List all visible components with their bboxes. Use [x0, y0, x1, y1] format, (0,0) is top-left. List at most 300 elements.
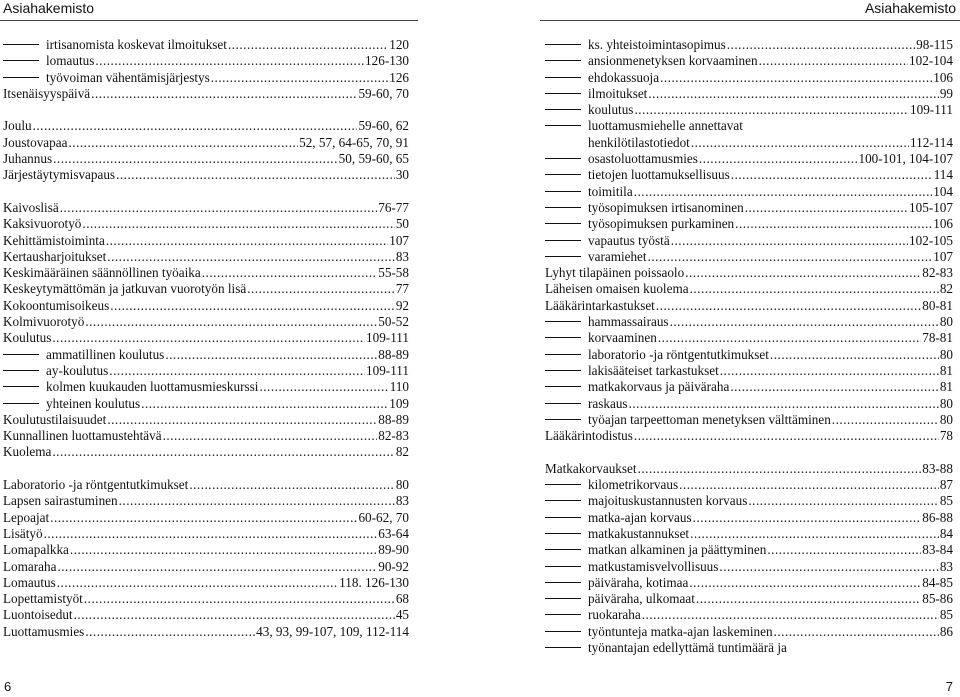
index-entry [3, 200, 409, 216]
index-entry [3, 151, 409, 167]
index-entry [3, 575, 409, 591]
index-term: Kaivoslisä [3, 199, 59, 215]
index-entry [545, 477, 953, 493]
index-term: Lepoajat [3, 509, 50, 525]
index-entry [3, 249, 409, 265]
page-ref: 59-60, 62 [358, 118, 409, 134]
page-ref: 80 [939, 346, 953, 362]
page-ref: 77 [395, 281, 409, 297]
index-term: matkan alkaminen ja päättyminen [588, 542, 767, 558]
index-entry [3, 281, 409, 297]
index-term: toimitila [588, 183, 633, 199]
sub-entry-dash [545, 403, 581, 404]
index-term: Lisätyö [3, 525, 43, 541]
index-entry [3, 493, 409, 509]
index-term: Kuolema [3, 444, 52, 460]
sub-entry-dash [3, 60, 39, 61]
header-rule-right [540, 20, 960, 21]
index-entry [3, 510, 409, 526]
dot-leader [57, 575, 338, 591]
index-term: lakisääteiset tarkastukset [588, 362, 719, 378]
index-entry [545, 216, 953, 232]
page-ref: 109 [389, 395, 409, 411]
dot-leader [759, 53, 908, 69]
index-entry [3, 265, 409, 281]
index-term: tietojen luottamuksellisuus [588, 167, 730, 183]
index-entry [545, 118, 953, 151]
index-entry [545, 526, 953, 542]
dot-leader [634, 102, 909, 118]
sub-entry-dash [545, 321, 581, 322]
dot-leader [832, 412, 939, 428]
index-term: työajan tarpeettoman menetyksen välttäminen [588, 411, 831, 427]
page-ref: 83 [939, 558, 953, 574]
dot-leader [691, 135, 909, 151]
page-ref: 30 [395, 167, 409, 183]
index-term: Lomautus [3, 574, 56, 590]
index-term: raskaus [588, 395, 628, 411]
index-term: Järjestäytymisvapaus [3, 167, 116, 183]
page-ref: 107 [933, 248, 953, 264]
dot-leader [57, 559, 377, 575]
index-entry [545, 559, 953, 575]
index-term: työntunteja matka-ajan laskeminen [588, 623, 773, 639]
sub-entry-dash [545, 484, 581, 485]
index-term: Kaksivuorotyö [3, 216, 82, 232]
index-entry [3, 444, 409, 460]
index-entry [3, 396, 409, 412]
sub-entry-dash [545, 223, 581, 224]
index-entry [3, 86, 409, 102]
dot-leader [74, 607, 395, 623]
sub-entry-dash [545, 419, 581, 420]
index-term: ks. yhteistoimintasopimus [588, 37, 726, 52]
dot-leader [163, 428, 378, 444]
index-term: ansionmenetyksen korvaaminen [588, 53, 758, 69]
running-header-left: Asiahakemisto [3, 0, 95, 16]
index-term: Koulutus [3, 330, 52, 346]
dot-leader [228, 37, 388, 53]
dot-leader [731, 167, 933, 183]
index-term: vapautus työstä [588, 232, 670, 248]
page-ref: 68 [395, 591, 409, 607]
page-ref: 86 [939, 623, 953, 639]
page-ref: 85-86 [922, 591, 953, 607]
sub-entry-dash [3, 386, 39, 387]
dot-leader [165, 347, 377, 363]
sub-entry-dash [545, 256, 581, 257]
index-term: Joulu [3, 118, 32, 134]
page-ref: 59-60, 70 [358, 85, 409, 101]
page-ref: 80 [939, 314, 953, 330]
page-ref: 81 [939, 379, 953, 395]
index-entry [3, 70, 409, 86]
index-term: yhteinen koulutus [46, 395, 141, 411]
dot-leader [109, 363, 365, 379]
index-entry [3, 412, 409, 428]
page-ref: 109-111 [910, 102, 953, 118]
sub-entry-dash [545, 647, 581, 648]
dot-leader [44, 526, 378, 542]
index-entry [3, 216, 409, 232]
index-entry [545, 379, 953, 395]
page-ref: 82-83 [378, 428, 409, 444]
dot-leader [95, 53, 364, 69]
sub-entry-dash [545, 158, 581, 159]
index-term: Itsenäisyyspäivä [3, 85, 91, 101]
index-term: varamiehet [588, 248, 647, 264]
page-ref: 118. 126-130 [339, 574, 409, 590]
page-ref: 92 [395, 297, 409, 313]
index-term: työsopimuksen irtisanominen [588, 199, 744, 215]
sub-entry-dash [545, 566, 581, 567]
index-term: Lapsen sairastuminen [3, 493, 118, 509]
index-term: ruokaraha [588, 607, 641, 623]
sub-entry-dash [545, 44, 581, 45]
index-entry [3, 542, 409, 558]
index-term: Koulutustilaisuudet [3, 411, 107, 427]
index-term: Laboratorio -ja röntgentutkimukset [3, 477, 189, 493]
dot-leader [748, 493, 938, 509]
page-ref: 78 [939, 428, 953, 444]
index-term: Keskimääräinen säännöllinen työaika [3, 265, 201, 281]
page-ref: 45 [395, 607, 409, 623]
index-term: päiväraha, kotimaa [588, 574, 689, 590]
page-ref: 83-84 [922, 542, 953, 558]
page-ref: 98-115 [916, 37, 953, 52]
page-ref: 84 [939, 525, 953, 541]
index-entry [3, 314, 409, 330]
dot-leader [141, 396, 388, 412]
dot-leader [247, 281, 395, 297]
dot-leader [693, 510, 922, 526]
index-entry [3, 379, 409, 395]
index-term: matkakustannukset [588, 525, 690, 541]
page-ref: 43, 93, 99-107, 109, 112-114 [256, 623, 409, 639]
sub-entry-dash [545, 240, 581, 241]
dot-leader [85, 314, 377, 330]
index-entry [3, 53, 409, 69]
sub-entry-dash [545, 533, 581, 534]
page-ref: 88-89 [378, 411, 409, 427]
index-term: työsopimuksen purkaminen [588, 216, 735, 232]
dot-leader [745, 200, 908, 216]
page-ref: 112-114 [910, 134, 953, 150]
dot-leader [634, 184, 933, 200]
index-entry [3, 118, 409, 134]
index-entry [545, 607, 953, 623]
dot-leader [689, 575, 921, 591]
page-ref: 85 [939, 493, 953, 509]
index-term: ammatillinen koulutus [46, 346, 165, 362]
dot-leader [116, 167, 395, 183]
index-entry [3, 624, 409, 640]
dot-leader [60, 200, 378, 216]
index-entry [545, 102, 953, 118]
index-entry [3, 526, 409, 542]
page-ref: 60-62, 70 [358, 509, 409, 525]
index-term: matkustamisvelvollisuus [588, 558, 719, 574]
page-ref: 83-88 [922, 460, 953, 476]
index-term: Luottamusmies [3, 623, 85, 639]
sub-entry-dash [3, 44, 39, 45]
dot-leader [774, 624, 939, 640]
dot-leader [767, 542, 921, 558]
dot-leader [110, 298, 395, 314]
page-ref: 76-77 [378, 199, 409, 215]
index-entry [545, 265, 953, 281]
dot-leader [119, 493, 395, 509]
index-entry [545, 167, 953, 183]
dot-leader [629, 396, 939, 412]
index-term: lomautus [46, 53, 95, 69]
running-header-right: Asiahakemisto [864, 0, 956, 16]
index-term: Läheisen omaisen kuolema [545, 281, 689, 297]
sub-entry-dash [545, 207, 581, 208]
page-ref: 102-104 [909, 53, 953, 69]
dot-leader [685, 265, 921, 281]
index-entry [3, 591, 409, 607]
index-entry [3, 298, 409, 314]
dot-leader [648, 249, 933, 265]
page-ref: 78-81 [922, 330, 953, 346]
page-ref: 114 [933, 167, 953, 183]
sub-entry-dash [545, 125, 581, 126]
index-term: osastoluottamusmies [588, 151, 698, 167]
index-entry [545, 363, 953, 379]
sub-entry-dash [545, 174, 581, 175]
sub-entry-dash [545, 93, 581, 94]
dot-leader [658, 330, 921, 346]
page-number-left: 6 [4, 679, 12, 694]
dot-leader [735, 216, 932, 232]
page-ref: 80-81 [922, 297, 953, 313]
page-ref: 50-52 [378, 314, 409, 330]
page-ref: 80 [939, 411, 953, 427]
index-entry [3, 167, 409, 183]
dot-leader [82, 216, 394, 232]
dot-leader [671, 233, 908, 249]
index-entry [3, 559, 409, 575]
dot-leader [50, 510, 357, 526]
page-ref: 120 [389, 37, 409, 52]
index-entry [545, 542, 953, 558]
index-term: korvaaminen [588, 330, 657, 346]
index-term: Lyhyt tilapäinen poissaolo [545, 265, 685, 281]
dot-leader [642, 607, 939, 623]
page-ref: 89-90 [378, 542, 409, 558]
index-term: luottamusmiehelle annettavat [588, 118, 743, 134]
index-entry [545, 298, 953, 314]
dot-leader [670, 314, 939, 330]
index-term: Kokoontumisoikeus [3, 297, 110, 313]
page-ref: 106 [933, 69, 953, 85]
index-column-right [545, 37, 953, 656]
sub-entry-dash [3, 370, 39, 371]
page-ref: 88-89 [378, 346, 409, 362]
sub-entry-dash [545, 598, 581, 599]
index-entry [545, 37, 953, 53]
dot-leader [85, 624, 255, 640]
index-term: Juhannus [3, 151, 53, 167]
page-ref: 82 [939, 281, 953, 297]
sub-entry-dash [3, 354, 39, 355]
dot-leader [107, 249, 395, 265]
page-ref: 83 [395, 493, 409, 509]
index-term: Kunnallinen luottamustehtävä [3, 428, 162, 444]
page-ref: 84-85 [922, 574, 953, 590]
sub-entry-dash [545, 191, 581, 192]
index-entry [3, 607, 409, 623]
index-entry [545, 493, 953, 509]
index-column-left [3, 37, 409, 640]
page-ref: 63-64 [378, 525, 409, 541]
dot-leader [720, 363, 939, 379]
page-ref: 80 [939, 395, 953, 411]
index-entry [3, 135, 409, 151]
page-ref: 55-58 [378, 265, 409, 281]
page-ref: 90-92 [378, 558, 409, 574]
index-entry [545, 428, 953, 444]
dot-leader [634, 428, 939, 444]
dot-leader [52, 330, 365, 346]
index-term: Kertausharjoitukset [3, 248, 107, 264]
sub-entry-dash [545, 517, 581, 518]
index-term: Lääkärintarkastukset [545, 297, 655, 313]
sub-entry-dash [3, 77, 39, 78]
index-entry [3, 428, 409, 444]
index-entry [545, 249, 953, 265]
index-entry [545, 591, 953, 607]
sub-entry-dash [545, 386, 581, 387]
index-entry [545, 233, 953, 249]
dot-leader [656, 298, 921, 314]
index-term: ilmoitukset [588, 85, 648, 101]
index-entry [545, 330, 953, 346]
dot-leader [84, 591, 395, 607]
index-entry [3, 347, 409, 363]
sub-entry-dash [545, 60, 581, 61]
dot-leader [259, 379, 388, 395]
index-term: koulutus [588, 102, 634, 118]
index-entry [545, 86, 953, 102]
page-ref: 85 [939, 607, 953, 623]
index-entry [3, 477, 409, 493]
dot-leader [107, 412, 377, 428]
page-ref: 104 [933, 183, 953, 199]
index-term: Lomaraha [3, 558, 57, 574]
index-entry [545, 412, 953, 428]
index-entry [545, 575, 953, 591]
page-ref: 107 [389, 232, 409, 248]
index-entry [545, 53, 953, 69]
sub-entry-dash [545, 77, 581, 78]
index-entry [3, 233, 409, 249]
index-term: Kehittämistoiminta [3, 232, 105, 248]
sub-entry-dash [545, 109, 581, 110]
index-entry [545, 347, 953, 363]
page-ref: 80 [395, 477, 409, 493]
dot-leader [719, 559, 938, 575]
index-term: laboratorio -ja röntgentutkimukset [588, 346, 769, 362]
page-ref: 106 [933, 216, 953, 232]
sub-entry-dash [545, 337, 581, 338]
index-entry [545, 70, 953, 86]
dot-leader [679, 477, 939, 493]
index-term: työvoiman vähentämisjärjestys [46, 69, 210, 85]
page-ref: 99 [939, 85, 953, 101]
index-term: ehdokassuoja [588, 69, 660, 85]
index-entry-line [545, 135, 953, 151]
index-entry-line [545, 118, 953, 134]
index-entry [545, 281, 953, 297]
index-entry [545, 510, 953, 526]
index-entry [545, 151, 953, 167]
sub-entry-dash [3, 403, 39, 404]
dot-leader [33, 118, 358, 134]
index-entry [545, 624, 953, 640]
page-number-right: 7 [945, 679, 953, 694]
sub-entry-dash [545, 370, 581, 371]
page-ref: 50, 59-60, 65 [338, 151, 409, 167]
index-entry [545, 461, 953, 477]
sub-entry-dash [545, 549, 581, 550]
index-term: Kolmivuorotyö [3, 314, 85, 330]
page-ref: 100-101, 104-107 [858, 151, 953, 167]
page-ref: 110 [389, 379, 409, 395]
page-ref: 52, 57, 64-65, 70, 91 [299, 134, 409, 150]
index-term: hammassairaus [588, 314, 669, 330]
page-ref: 109-111 [366, 330, 409, 346]
index-term: kilometrikorvaus [588, 477, 679, 493]
index-term: Matkakorvaukset [545, 460, 637, 476]
page-ref: 50 [395, 216, 409, 232]
dot-leader [53, 151, 338, 167]
header-rule-left [0, 20, 418, 21]
dot-leader [727, 37, 915, 53]
index-entry [545, 184, 953, 200]
sub-entry-dash [545, 631, 581, 632]
sub-entry-dash [545, 614, 581, 615]
dot-leader [52, 444, 394, 460]
dot-leader [106, 233, 388, 249]
index-term: Luontoisedut [3, 607, 73, 623]
page-ref: 86-88 [922, 509, 953, 525]
page-ref: 109-111 [366, 362, 409, 378]
dot-leader [696, 591, 921, 607]
index-entry [3, 37, 409, 53]
page-ref: 126-130 [365, 53, 409, 69]
index-term: Lääkärintodistus [545, 428, 633, 444]
page-ref: 81 [939, 362, 953, 378]
index-entry [3, 330, 409, 346]
dot-leader [638, 461, 922, 477]
index-term: Keskeytymättömän ja jatkuvan vuorotyön lisä [3, 281, 247, 297]
page-ref: 105-107 [909, 199, 953, 215]
index-entry [545, 396, 953, 412]
page-ref: 82 [395, 444, 409, 460]
dot-leader [690, 281, 939, 297]
dot-leader [91, 86, 357, 102]
index-term: kolmen kuukauden luottamusmieskurssi [46, 379, 259, 395]
index-term: Joustovapaa [3, 134, 68, 150]
index-term: matkakorvaus ja päiväraha [588, 379, 730, 395]
index-entry [545, 200, 953, 216]
sub-entry-dash [545, 500, 581, 501]
index-term: majoituskustannusten korvaus [588, 493, 748, 509]
dot-leader [202, 265, 377, 281]
dot-leader [648, 86, 938, 102]
